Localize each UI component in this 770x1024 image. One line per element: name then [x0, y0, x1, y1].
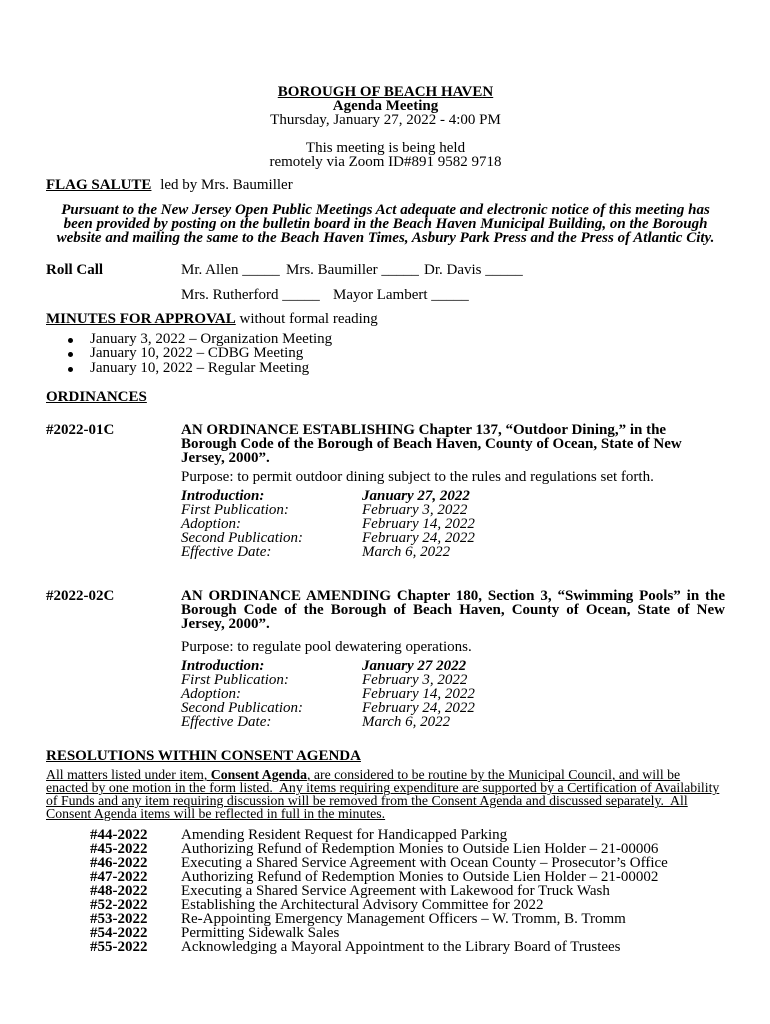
roll-call-entry: Mr. Allen _____	[181, 262, 280, 278]
consent-intro-line: enacted by one motion in the form listed. Any items requiring expenditure are supported by a Certification of Availability	[46, 780, 720, 795]
schedule-date: February 24, 2022	[362, 700, 475, 716]
ordinance-title-line: AN ORDINANCE ESTABLISHING Chapter 137, “Outdoor Dining,” in the	[181, 422, 667, 438]
roll-call-entry: Mrs. Baumiller _____	[286, 262, 419, 278]
schedule-date: February 3, 2022	[362, 672, 468, 688]
ordinance-title-line: Jersey, 2000”.	[181, 616, 270, 632]
ordinance-title-line: Jersey, 2000”.	[181, 450, 270, 466]
meeting-datetime: Thursday, January 27, 2022 - 4:00 PM	[270, 112, 501, 128]
ordinance-title-line: AN ORDINANCE AMENDING Chapter 180, Section 3, “Swimming Pools” in the	[181, 588, 725, 604]
remote-notice-line-1: This meeting is being held	[305, 140, 466, 156]
remote-notice-line-2: remotely via Zoom ID#891 9582 9718	[269, 154, 502, 170]
resolution-number: #45-2022	[90, 841, 148, 857]
consent-intro-line: Consent Agenda items will be reflected in full in the minutes.	[46, 806, 386, 821]
minutes-heading	[46, 312, 378, 326]
resolution-number: #52-2022	[90, 897, 148, 913]
minutes-item: January 3, 2022 – Organization Meeting	[90, 331, 333, 347]
ordinances-heading: ORDINANCES	[46, 389, 147, 405]
schedule-label: Adoption:	[181, 516, 241, 532]
meeting-type: Agenda Meeting	[332, 98, 439, 114]
schedule-label: Introduction:	[181, 658, 265, 674]
resolution-title: Acknowledging a Mayoral Appointment to the Library Board of Trustees	[181, 939, 621, 955]
schedule-label: First Publication:	[181, 672, 289, 688]
schedule-date: February 3, 2022	[362, 502, 468, 518]
ordinance-number: #2022-02C	[46, 588, 115, 604]
consent-heading: RESOLUTIONS WITHIN CONSENT AGENDA	[46, 748, 361, 764]
bullet-icon	[68, 352, 73, 357]
resolution-title: Amending Resident Request for Handicapped Parking	[181, 827, 508, 843]
flag-salute-label: FLAG SALUTE	[46, 177, 152, 193]
schedule-label: Introduction:	[181, 488, 265, 504]
ordinance-title-line: Borough Code of the Borough of Beach Haven, County of Ocean, State of New	[181, 602, 725, 618]
minutes-note: without formal reading	[239, 311, 378, 327]
ordinance-purpose: Purpose: to permit outdoor dining subject to the rules and regulations set forth.	[181, 469, 654, 485]
notice-line: website and mailing the same to the Beach Haven Times, Asbury Park Press and the Press of Atlantic City.	[56, 230, 715, 246]
bullet-icon	[68, 338, 73, 343]
consent-intro-text: , are considered to be routine by the Municipal Council, and will be	[306, 767, 681, 782]
schedule-date: March 6, 2022	[362, 714, 451, 730]
roll-call-label: Roll Call	[46, 262, 104, 278]
roll-call-entry: Mayor Lambert _____	[333, 287, 469, 303]
schedule-date: January 27, 2022	[362, 488, 470, 504]
resolution-number: #53-2022	[90, 911, 148, 927]
page-title: BOROUGH OF BEACH HAVEN	[277, 84, 494, 100]
resolution-number: #48-2022	[90, 883, 148, 899]
schedule-label: Adoption:	[181, 686, 241, 702]
notice-line: been provided by posting on the bulletin board in the Beach Haven Municipal Building, on the Borough	[63, 216, 708, 232]
resolution-title: Executing a Shared Service Agreement with Lakewood for Truck Wash	[181, 883, 610, 899]
resolution-title: Permitting Sidewalk Sales	[181, 925, 340, 941]
resolution-title: Authorizing Refund of Redemption Monies to Outside Lien Holder – 21-00006	[181, 841, 659, 857]
resolution-title: Establishing the Architectural Advisory Committee for 2022	[181, 897, 544, 913]
resolution-number: #44-2022	[90, 827, 148, 843]
bullet-icon	[68, 367, 73, 372]
resolution-number: #46-2022	[90, 855, 148, 871]
resolution-title: Authorizing Refund of Redemption Monies to Outside Lien Holder – 21-00002	[181, 869, 659, 885]
schedule-label: Effective Date:	[181, 544, 272, 560]
resolution-title: Executing a Shared Service Agreement with Ocean County – Prosecutor’s Office	[181, 855, 668, 871]
roll-call-entry: Dr. Davis _____	[424, 262, 523, 278]
schedule-label: First Publication:	[181, 502, 289, 518]
resolution-number: #54-2022	[90, 925, 148, 941]
resolution-title: Re-Appointing Emergency Management Officers – W. Tromm, B. Tromm	[181, 911, 626, 927]
ordinance-purpose: Purpose: to regulate pool dewatering operations.	[181, 639, 472, 655]
minutes-item: January 10, 2022 – CDBG Meeting	[90, 345, 304, 361]
flag-salute-line	[46, 178, 293, 192]
schedule-label: Second Publication:	[181, 700, 304, 716]
resolution-number: #55-2022	[90, 939, 148, 955]
resolution-number: #47-2022	[90, 869, 148, 885]
schedule-date: February 14, 2022	[362, 516, 475, 532]
consent-intro-line: of Funds and any item requiring discussion will be removed from the Consent Agenda and discussed separately. All	[46, 793, 688, 808]
schedule-date: January 27 2022	[362, 658, 467, 674]
ordinance-title-line: Borough Code of the Borough of Beach Haven, County of Ocean, State of New	[181, 436, 682, 452]
schedule-date: March 6, 2022	[362, 544, 451, 560]
notice-line: Pursuant to the New Jersey Open Public Meetings Act adequate and electronic notice of this meeting has	[61, 202, 710, 218]
schedule-date: February 24, 2022	[362, 530, 475, 546]
consent-intro-text: All matters listed under item,	[46, 767, 211, 782]
roll-call-entry: Mrs. Rutherford _____	[181, 287, 320, 303]
minutes-label: MINUTES FOR APPROVAL	[46, 311, 236, 327]
consent-agenda-term: Consent Agenda	[210, 767, 307, 782]
schedule-date: February 14, 2022	[362, 686, 475, 702]
ordinance-number: #2022-01C	[46, 422, 115, 438]
schedule-label: Effective Date:	[181, 714, 272, 730]
minutes-item: January 10, 2022 – Regular Meeting	[90, 360, 310, 376]
schedule-label: Second Publication:	[181, 530, 304, 546]
flag-salute-text: led by Mrs. Baumiller	[160, 177, 293, 193]
